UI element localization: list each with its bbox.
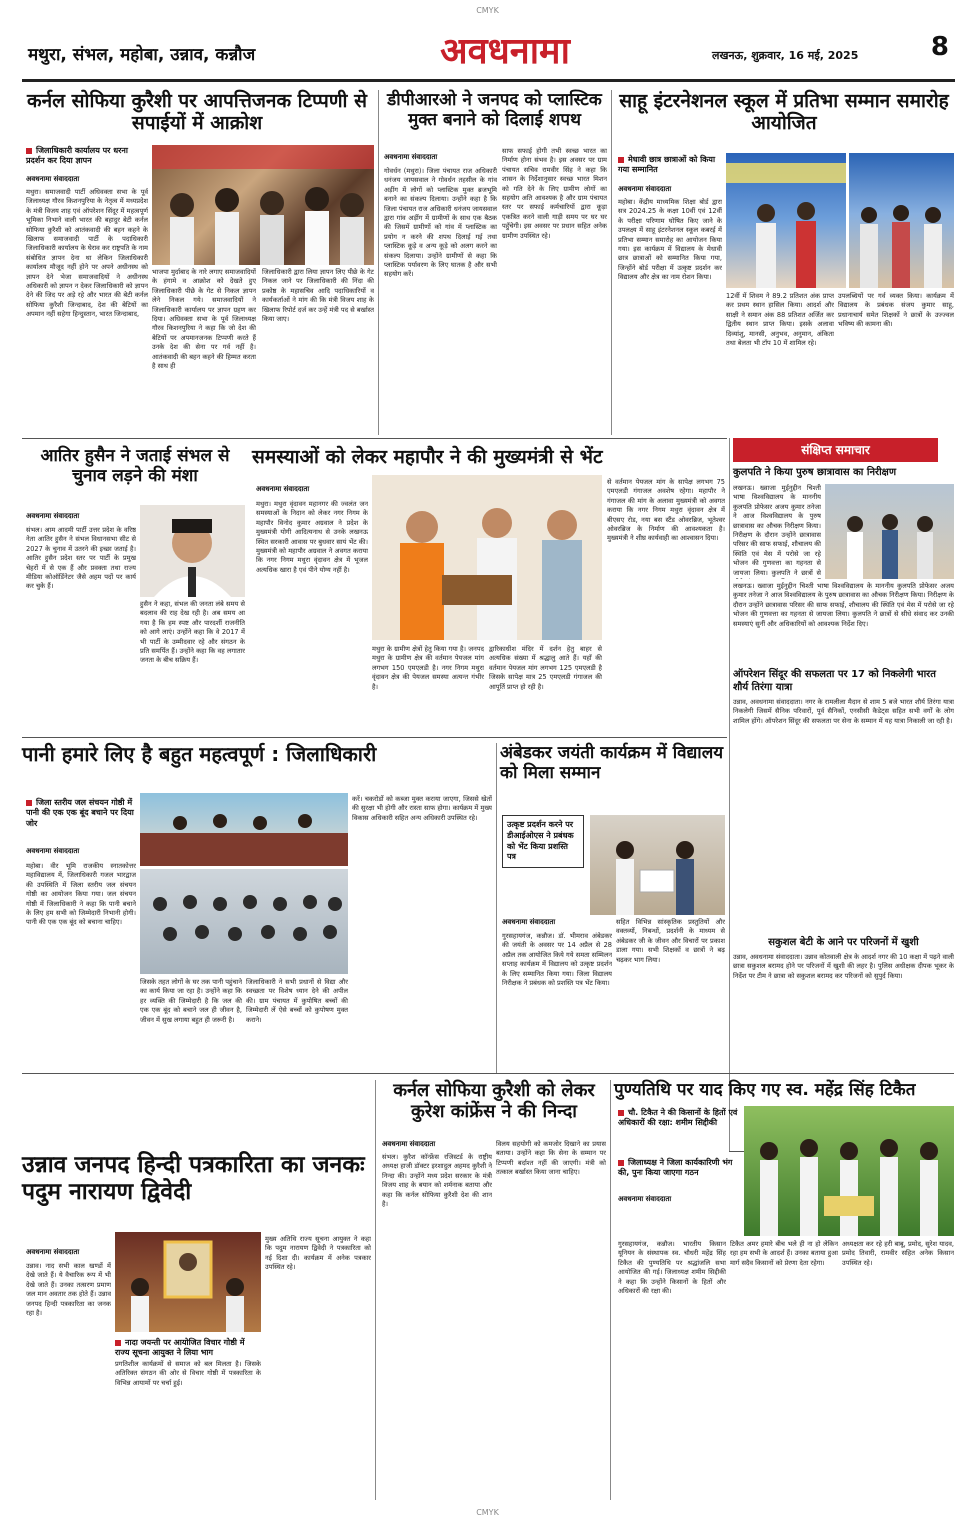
story1-col2: भाजपा मुर्दाबाद के नारे लगाए समाजवादियों के हंगामे व आक्रोश को देखते हुए जिलाधिकारी पीछे के गेट से निकल ज्ञापन लेने निकल गये। समाजवादियों ने जिलाधिकारी कार्यालय पर ज्ञापन ग्रहण कर दिया। अधिवक्ता सभा के पूर्व जिलाध्यक्ष गौरव किशनपुरिया ने कहा कि जो देश की बेटियों पर अपमानजनक टिप्पणी करते हैं उनके देश की सेना पर गर्व नहीं है। आतंकवादी की बहन कहने की हिम्मत करता है साथ ही <box>152 268 256 371</box>
photo-journalism-seminar <box>115 1232 261 1332</box>
row-divider <box>22 438 727 439</box>
photo-ambedkar-figures <box>590 815 725 915</box>
page-number: 8 <box>930 32 949 62</box>
story2-col1: गोवर्धन (मथुरा)। जिला पंचायत राज अधिकारी धनंजय जायसवाल ने गोवर्धन तहसील के गांव अड़ींग में लोगों को प्लास्टिक मुक्त ब्रजभूमि बनाने का संकल्प दिलाया। उन्होंने कहा है कि जिला पंचायत राज अधिकारी धनंजय जायसवाल द्वारा गांव अड़ींग में ग्रामीणों के साथ एक बैठक की जिसमें ग्रामीणों को गांव में प्लास्टिक का प्रयोग न करने की शपथ दिलाई गई तथा प्लास्टिक कूड़े व अन्य कूड़े को अलग करने का संकल्प दिलाया। उन्होंने ग्रामीणों से कहा कि प्लास्टिक पर्यावरण के लिए घातक है और सभी सहयोग करें। <box>384 167 497 279</box>
byline-story10: अवधनामा संवाददाता <box>618 1195 672 1203</box>
byline-story7: अवधनामा संवाददाता <box>502 918 556 926</box>
story3-col2: 12वीं में शिवम ने 89.2 प्रतिशत अंक प्राप्त कर प्रथम स्थान हासिल किया। आदर्श और साक्षी ने समान अंक 88 प्रतिशत अर्जित कर द्वितीय स्थान प्राप्त किया। इसके अलावा दिव्यांशु, मानसी, अनुभव, अनुमान, अंकिता तथा बेलता भी टॉप 10 में शामिल रहे। <box>726 292 834 348</box>
story1-col3: जिलाधिकारी द्वारा लिया ज्ञापन लिए पीछे के गेट निकल जाने पर जिलाधिकारी की निंदा की प्रकोष्ठ के महासचिव आदि पदाधिकारियों व कार्यकर्ताओं ने मांग की कि मंत्री विजय शाह के खिलाफ रिपोर्ट दर्ज कर उन्हें मंत्री पद से बर्खास्त किया जाए। <box>262 268 374 324</box>
photo-school-award <box>726 153 846 288</box>
story5-col3: द्वारिकाधीश मंदिर में दर्शन हेतु बाहर से अत्यधिक संख्या में श्रद्धालु आते हैं। यहाँ की वर्तमान पेयजल मांग लगभग 125 एमएलडी है जिसके सापेक्ष मात्र 25 एमएलडी गंगाजल की आपूर्ति प्राप्त हो रही है। <box>489 645 602 691</box>
story9-col2: विलय सहयोगी को कमजोर दिखाने का प्रयास बताया। उन्होंने कहा कि सेना के सम्मान पर टिप्पणी बर्दाश्त नहीं की जाएगी। मंत्री को तत्काल बर्खास्त किया जाना चाहिए। <box>496 1140 606 1177</box>
photo-stage-figures <box>140 793 348 866</box>
photo-hostel-inspection <box>825 484 954 579</box>
story7-col1: गुरसहायगंज, कन्नौज। डॉ. भीमराव अंबेडकर की जयंती के अवसर पर 14 अप्रैल से 28 अप्रैल तक आयोजित किये गये समता सम्मिलन सप्ताह कार्यक्रम में विद्यालय को उत्कृष्ट प्रदर्शन के लिए सम्मानित किया गया। जिला विद्यालय निरीक्षक ने प्रबंधक को प्रशस्ति पत्र भेंट किया। <box>502 932 612 988</box>
column-divider <box>378 90 379 435</box>
row-divider <box>22 737 727 738</box>
brief3-headline: सकुशल बेटी के आने पर परिजनों में खुशी <box>768 937 919 948</box>
byline-story4: अवधनामा संवाददाता <box>26 512 80 520</box>
story10-col3: अध्यक्षता कर रहे हरी बाबू, प्रमोद, सुरेश यादव, प्रमोद तिवारी, रामवीर सहित अनेक किसान उपस्थित रहे। <box>842 1240 954 1267</box>
byline-story3: अवधनामा संवाददाता <box>618 185 672 193</box>
byline-story1: अवधनामा संवाददाता <box>26 175 80 183</box>
photo-school-group <box>849 153 954 288</box>
tag1-story10: चौ. टिकैत ने की किसानों के हितों एवं अधिकारों की रक्षा: शमीम सिद्दीकी <box>618 1108 740 1129</box>
tag-story6: जिला स्तरीय जल संचयन गोष्ठी में पानी की एक एक बूंद बचाने पर दिया जोर <box>26 798 136 829</box>
story3-col1: महोबा। केंद्रीय माध्यमिक शिक्षा बोर्ड द्वारा सत्र 2024.25 के कक्षा 10वीं एवं 12वीं के परीक्षा परिणाम घोषित किए जाने के उपलक्ष्य में साहू इंटरनेशनल स्कूल कबरई में प्रतिभा सम्मान समारोह का आयोजन किया गया। इस कार्यक्रम में विद्यालय के मेधावी छात्र छात्राओं को सम्मानित किया गया, जिन्होंने बोर्ड परीक्षा में उत्कृष्ट प्रदर्शन कर विद्यालय और क्षेत्र का नाम रोशन किया। <box>618 198 722 282</box>
tag-story7: उत्कृष्ट प्रदर्शन करने पर डीआईओएस ने प्रबंधक को भेंट किया प्रशस्ति पत्र <box>502 815 584 868</box>
tag2-story10: जिलाध्यक्ष ने जिला कार्यकारिणी भंग की, पुनः किया जाएगा गठन <box>618 1158 740 1179</box>
story3-col3: उपलब्धियों पर गर्व व्यक्त किया। कार्यक्रम में विद्यालय के प्रबंधक संजय कुमार साहू, प्रधानाचार्य समेत शिक्षकों ने छात्रों के उज्ज्वल भविष्य की कामना की। <box>838 292 954 329</box>
brief2-headline: ऑपरेशन सिंदूर की सफलता पर 17 को निकलेगी भारत शौर्य तिरंगा यात्रा <box>733 669 936 693</box>
brief1-body-a: लखनऊ। ख्वाजा मुईनुद्दीन चिश्ती भाषा विश्वविद्यालय के माननीय कुलपति प्रोफेसर अजय कुमार तनेजा ने आज विश्वविद्यालय के पुरुष छात्रावास का औचक निरीक्षण किया। निरीक्षण के दौरान उन्होंने छात्रावास परिसर की साफ सफाई, शौचालय की स्थिति एवं मेस में परोसे जा रहे भोजन की गुणवत्ता का गहनता से जायजा लिया। कुलपति ने छात्रों से <box>733 484 821 577</box>
column-divider <box>610 1080 611 1500</box>
photo-school-group-figures <box>849 153 954 288</box>
headline-story8: उन्नाव जनपद हिन्दी पत्रकारिता का जनकः पदुम नारायण द्विवेदी <box>22 1152 365 1206</box>
briefs-header: संक्षिप्त समाचार <box>733 438 938 462</box>
photo-mayor-cm-figures <box>372 475 602 640</box>
tag-story8: नादा जयन्ती पर आयोजित विचार गोष्ठी में राज्य सूचना आयुक्त ने लिया भाग <box>115 1338 261 1359</box>
headline-story1: कर्नल सोफिया कुरैशी पर आपत्तिजनक टिप्पणी से सपाईयों में आक्रोश <box>27 90 367 135</box>
cmyk-mark-bottom: CMYK <box>476 1508 499 1517</box>
story6-col3: जिलाधिकारी ने सभी प्रधानों से विद्या और स्वच्छता पर विशेष ध्यान देने की अपील की। ग्राम पंचायत में कुपोषित बच्चों की जिम्मेदारी लें ऐसे बच्चों को कुपोषण मुक्त कराने। <box>246 978 348 1024</box>
photo-protest-figures <box>152 145 374 265</box>
story5-col1: मथुरा। मथुरा वृंदावन महानगर की ज्वलंत जन समस्याओं के निदान को लेकर नगर निगम के महापौर विनोद कुमार अग्रवाल ने प्रदेश के मुख्यमंत्री योगी आदित्यनाथ से उनके लखनऊ स्थित सरकारी आवास पर बुधवार सायं भेंट की। मुख्यमंत्री को महापौर अग्रवाल ने अवगत कराया कि नगर निगम मथुरा वृंदावन क्षेत्र में भूजल अत्यधिक खारा है एवं पीने योग्य नहीं है। <box>256 500 368 574</box>
story6-col4: करें। चकरोडों को कब्जा मुक्त कराया जाएगा, जिससे खेतों की सुरक्षा भी होगी और रास्ता साफ होगा। कार्यक्रम में मुख्य विकास अधिकारी सहित अन्य अधिकारी उपस्थित रहे। <box>352 795 492 822</box>
headline-story10: पुण्यतिथि पर याद किए गए स्व. महेंद्र सिंह टिकैत <box>614 1080 916 1100</box>
brief1-body-b: लखनऊ। ख्वाजा मुईनुद्दीन चिश्ती भाषा विश्वविद्यालय के माननीय कुलपति प्रोफेसर अजय कुमार तनेजा ने आज विश्वविद्यालय के पुरुष छात्रावास का औचक निरीक्षण किया। निरीक्षण के दौरान उन्होंने छात्रावास परिसर की साफ सफाई, शौचालय की स्थिति एवं मेस में परोसे जा रहे भोजन की गुणवत्ता का गहनता से जायजा लिया। कुलपति ने छात्रों से सीधे संवाद कर उनकी समस्याएं सुनीं और अधिकारियों को आवश्यक निर्देश दिए। <box>733 582 954 628</box>
story8-col2: प्रगतिशील कार्यक्रमों से समाज को बल मिलता है। जिसके अतिरिक्त संगठन की ओर से विचार गोष्ठी में पत्रकारिता के विभिन्न आयामों पर चर्चा हुई। <box>115 1360 261 1387</box>
headline-story9: कर्नल सोफिया कुरैशी को लेकर कुरेश कांफ्रेंस ने की निन्दा <box>393 1080 595 1123</box>
story8-col3: मुख्य अतिथि राज्य सूचना आयुक्त ने कहा कि पदुम नारायण द्विवेदी ने पत्रकारिता को नई दिशा दी। कार्यक्रम में अनेक पत्रकार उपस्थित रहे। <box>265 1235 371 1272</box>
photo-atir-hussain <box>140 505 245 597</box>
story4-col1: संभल। आम आदमी पार्टी उत्तर प्रदेश के वरिष्ठ नेता आतिर हुसैन ने संभल विधानसभा सीट से 2027 के चुनाव में उतरने की इच्छा जताई है। आतिर हुसैन प्रदेश स्तर पर पार्टी के प्रमुख चेहरों में से एक हैं और प्रवक्ता तथा राज्य मीडिया कोऑर्डिनेटर जैसे अहम पदों पर कार्य कर चुके हैं। <box>26 526 136 591</box>
headline-story2: डीपीआरओ ने जनपद को प्लास्टिक मुक्त बनाने को दिलाई शपथ <box>387 90 602 131</box>
story1-col1: मथुरा। समाजवादी पार्टी अधिवक्ता सभा के पूर्व जिलाध्यक्ष गौरव किशनपुरिया के नेतृत्व में मध्यप्रदेश के मंत्री विजय शाह एवं ऑपरेशन सिंदूर में महत्वपूर्ण भूमिका निभाने वाली भारत की बहादुर बेटी कर्नल सोफिया कुरैशी को आतंकवादी की बहन कहने के खिलाफ समाजवादी पार्टी के पदाधिकारी जिलाधिकारी कार्यालय के घेराव कर राष्ट्रपति के नाम संबोधित ज्ञापन देना था लेकिन जिलाधिकारी कार्यालय मौजूद नहीं होने पर अपने अधीनस्थ को ज्ञापन देने भेजा समाजवादियों ने अधीनस्थ अधिकारी को ज्ञापन न देकर जिलाधिकारी को ज्ञापन देने की जिद पर अड़े रहे और भारत की बेटी कर्नल सोफिया कुरैशी जिन्दाबाद, देश की बेटियों का अपमान नहीं सहेगा हिन्दुस्तान, भारत जिन्दाबाद, <box>26 188 148 319</box>
photo-water-seminar-audience <box>140 869 348 974</box>
story10-col1: गुरसहायगंज, कन्नौज। भारतीय किसान यूनियन के संस्थापक स्व. चौधरी महेंद्र सिंह टिकैत की पुण्यतिथि पर श्रद्धांजलि सभा आयोजित की गई। जिलाध्यक्ष शमीम सिद्दीकी ने कहा कि उन्होंने किसानों के हितों और अधिकारों की रक्षा की। <box>618 1240 726 1296</box>
photo-school-award-figures <box>726 153 846 288</box>
photo-tikait-figures <box>744 1106 954 1236</box>
photo-protest <box>152 145 374 265</box>
photo-tikait-anniversary <box>744 1106 954 1236</box>
photo-mayor-cm-meeting <box>372 475 602 640</box>
masthead <box>22 24 955 82</box>
photo-audience-figures <box>140 869 348 974</box>
story6-col2: जिसके तहत लोगों के घर तक पानी पहुंचाने का कार्य किया जा रहा है। उन्होंने कहा कि हर व्यक्ति की जिम्मेदारी है कि जल की एक एक बूंद को बचाने जल ही जीवन है, जीवन में सुख लगाया बहुत ही जरूरी है। <box>140 978 242 1024</box>
brief2-body: उन्नाव, अवधनामा संवाददाता। नगर के रामलीला मैदान से शाम 5 बजे भारत शौर्य तिरंगा यात्रा निकलेगी जिसमें सैनिक परिवारों, पूर्व सैनिकों, एनसीसी कैडेट्स सहित सभी वर्गों के लोग शामिल होंगे। ऑपरेशन सिंदूर की सफलता पर सेना के सम्मान में यह यात्रा निकाली जा रही है। <box>733 698 954 725</box>
byline-story2: अवधनामा संवाददाता <box>384 153 438 161</box>
byline-story5: अवधनामा संवाददाता <box>256 485 310 493</box>
byline-story6: अवधनामा संवाददाता <box>26 847 80 855</box>
photo-water-seminar-stage <box>140 793 348 866</box>
story5-col4: से वर्तमान पेयजल मांग के सापेक्ष लगभग 75 एमएलडी गंगाजल अवशेष रहेगा। महापौर ने गंगाजल की मांग के अलावा मुख्यमंत्री को अवगत कराया कि नगर निगम मथुरा वृंदावन क्षेत्र में बीएसए रोड, नया बस स्टैंड ओवरब्रिज, भूतेश्वर ओवरब्रिज के निर्माण की आवश्यकता है। मुख्यमंत्री ने शीघ्र कार्यवाही का आश्वासन दिया। <box>607 478 725 543</box>
brief1-headline: कुलपति ने किया पुरुष छात्रावास का निरीक्षण <box>733 467 897 478</box>
masthead-cities: मथुरा, संभल, महोबा, उन्नाव, कन्नौज <box>28 45 256 65</box>
story10-col2: टिकैत अमर हमारे बीच भले ही ना हो लेकिन रहा हम सभी के आदर्श हैं। उनका बताया हुआ मार्ग सदैव किसानों को प्रेरणा देता रहेगा। <box>730 1240 838 1267</box>
tag-story3: मेधावी छात्र छात्राओं को किया गया सम्मानित <box>618 155 723 176</box>
story8-col1: उन्नाव। नाद सभी काल खण्डों में देखे जाते हैं। ये वैचारिक रूप में भी देखे जाते हैं। उनका तत्सरण प्रमाण जल मान अवतार तक होते हैं। उन्नाव जनपद हिन्दी पत्रकारिता का जनक रहा है। <box>26 1262 111 1318</box>
column-divider <box>611 90 612 435</box>
brief3-body: उन्नाव, अवधनामा संवाददाता। उन्नाव कोतवाली क्षेत्र के आदर्श नगर की 10 कक्षा में पढ़ने वाली छात्रा सकुशल बरामद होने पर परिजनों में खुशी की लहर है। पुलिस अधीक्षक दीपक भूकर के निर्देश पर टीम ने छात्रा को सकुशल बरामद कर परिजनों को सुपुर्द किया। <box>733 953 954 980</box>
headline-story5: समस्याओं को लेकर महापौर ने की मुख्यमंत्री से भेंट <box>252 446 603 468</box>
headline-story6: पानी हमारे लिए है बहुत महत्वपूर्ण : जिलाधिकारी <box>22 742 377 766</box>
column-divider <box>729 438 730 1151</box>
photo-ambedkar-award <box>590 815 725 915</box>
headline-story4: आतिर हुसैन ने जताई संभल से चुनाव लड़ने की मंशा <box>40 446 230 487</box>
story6-col1: महोबा। वीर भूमि राजकीय स्नातकोत्तर महाविद्यालय में, जिलाधिकारी गजल भारद्वाज की उपस्थिति में जिला स्तरीय जल संचयन गोष्ठी का आयोजन किया गया। जल संचयन गोष्ठी में जिलाधिकारी ने कहा कि पानी बचाने के लिए हम सभी को जिम्मेदारी निभानी होगी। पानी की एक एक बूंद को बचाना चाहिए। <box>26 862 136 927</box>
portrait-figure <box>140 505 245 597</box>
byline-story9: अवधनामा संवाददाता <box>382 1140 436 1148</box>
column-divider <box>496 743 497 1073</box>
masthead-date: लखनऊ, शुक्रवार, 16 मई, 2025 <box>712 49 859 62</box>
story7-col2: सहित विभिन्न सांस्कृतिक प्रस्तुतियों और वक्तव्यों, निबन्धों, प्रदर्शनी के माध्यम से अंबेडकर जी के जीवन और विचारों पर प्रकाश डाला गया। सभी शिक्षकों व छात्रों ने बढ़ चढ़कर भाग लिया। <box>616 918 725 964</box>
photo-hostel-figures <box>825 484 954 579</box>
story4-col2: हुसैन ने कहा, संभल की जनता लंबे समय से बदलाव की राह देख रही है। अब समय आ गया है कि हम स्पष्ट और पारदर्शी राजनीति को आगे लाएं। उन्होंने कहा कि वे 2017 में भी पार्टी के उम्मीदवार रहे और संगठन के प्रति समर्पित हैं। उन्होंने कहा कि वह लगातार जनता के बीच सक्रिय हैं। <box>140 600 245 665</box>
story5-col2: मथुरा के ग्रामीण क्षेत्रों हेतु किया गया है। जनपद मथुरा के ग्रामीण क्षेत्र की वर्तमान पेयजल मांग लगभग 150 एमएलडी है। नगर निगम मथुरा वृंदावन क्षेत्र की पेयजल समस्या अत्यन्त गंभीर है। <box>372 645 484 691</box>
cmyk-mark: CMYK <box>476 6 499 15</box>
tag-story1: जिलाधिकारी कार्यालय पर धरना प्रदर्शन कर दिया ज्ञापन <box>26 146 148 167</box>
row-divider <box>22 1073 954 1074</box>
story9-col1: संभल। कुरैश कॉन्फ्रेंस रजिस्टर्ड के राष्ट्रीय अध्यक्ष हाजी डॉक्टर इरशादुल अहमद कुरैशी ने निन्दा की। उन्होंने मध्य प्रदेश सरकार के मंत्री विजय शाह के बयान को शर्मनाक बताया और कहा कि कर्नल सोफिया कुरैशी देश की शान है। <box>382 1153 492 1209</box>
headline-story7: अंबेडकर जयंती कार्यक्रम में विद्यालय को मिला सम्मान <box>500 743 724 784</box>
photo-seminar-figures <box>115 1232 261 1332</box>
byline-story8: अवधनामा संवाददाता <box>26 1248 80 1256</box>
story2-col2: साफ सफाई होगी तभी स्वच्छ भारत का निर्माण होना संभव है। इस अवसर पर ग्राम पंचायत सचिव रामवीर सिंह ने कहा कि शासन के निर्देशानुसार स्वच्छ भारत मिशन को गति देने के लिए ग्रामीण लोगों का सहयोग अति आवश्यक है और ग्राम पंचायत स्तर पर सफाई कर्मचारियों द्वारा कूड़ा एकत्रित करने वाली गाड़ी समय पर घर घर पहुँचेगी। इस अवसर पर प्रधान सहित अनेक ग्रामीण उपस्थित रहे। <box>502 147 607 240</box>
column-divider <box>375 1080 376 1500</box>
newspaper-logo: अवधनामा <box>440 30 570 72</box>
headline-story3: साहू इंटरनेशनल स्कूल में प्रतिभा सम्मान समारोह आयोजित <box>619 90 949 135</box>
